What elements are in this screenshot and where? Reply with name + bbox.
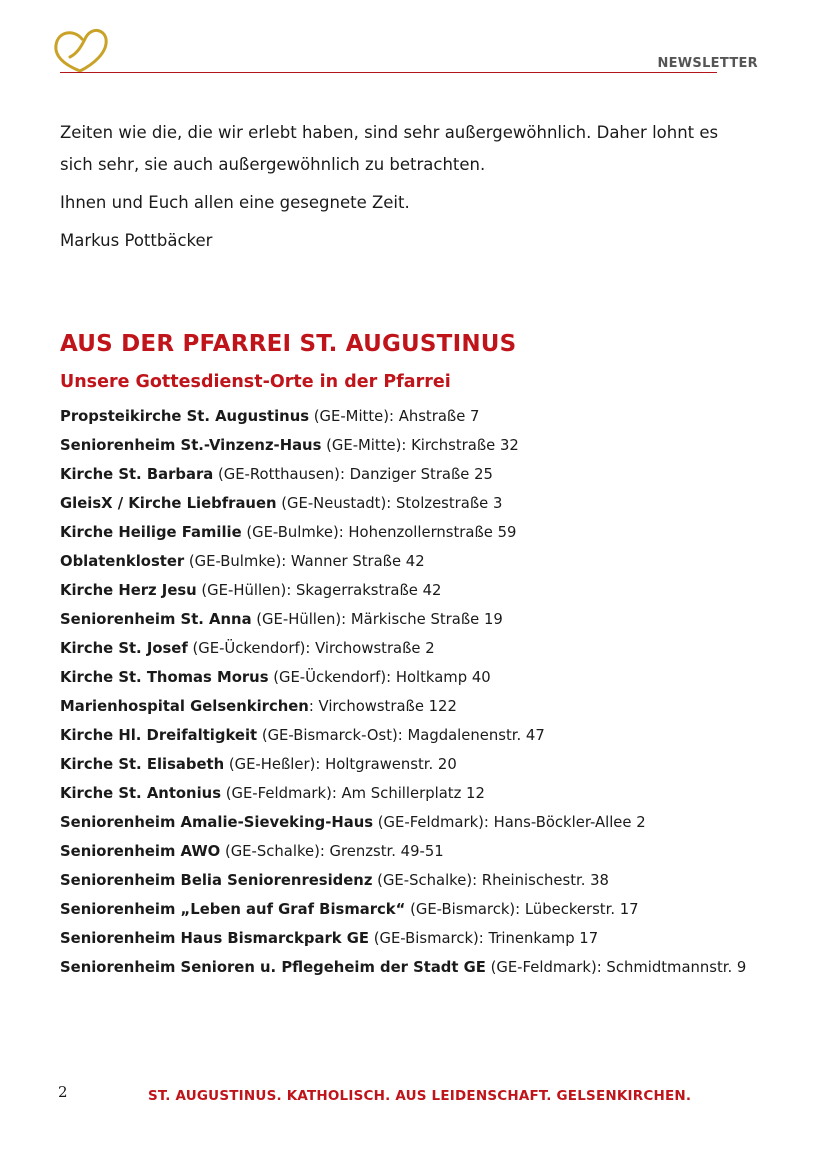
list-item <box>60 839 780 868</box>
place-name: Propsteikirche St. Augustinus <box>60 408 310 425</box>
place-name: GleisX / Kirche Liebfrauen <box>60 495 277 512</box>
place-name: Seniorenheim Haus Bismarckpark GE <box>60 930 369 947</box>
place-detail: : Virchowstraße 122 <box>308 698 457 715</box>
list-item <box>60 404 780 433</box>
intro-paragraph: Zeiten wie die, die wir erlebt haben, sind sehr außergewöhnlich. Daher lohnt es sich sehr, sie auch außergewöhnlich zu betrachten. <box>60 123 719 174</box>
place-detail: (GE-Ückendorf): Virchowstraße 2 <box>187 640 435 657</box>
list-item <box>60 433 780 462</box>
place-name: Kirche St. Thomas Morus <box>60 669 269 686</box>
list-item <box>60 665 780 694</box>
place-detail: (GE-Ückendorf): Holtkamp 40 <box>268 669 491 686</box>
place-name: Kirche St. Antonius <box>60 785 222 802</box>
place-detail: (GE-Feldmark): Schmidtmannstr. 9 <box>485 959 747 976</box>
signature: Markus Pottbäcker <box>60 231 213 250</box>
section-heading: AUS DER PFARREI ST. AUGUSTINUS <box>60 331 517 357</box>
list-item <box>60 520 780 549</box>
page-number: 2 <box>58 1083 68 1101</box>
place-name: Kirche St. Barbara <box>60 466 214 483</box>
place-name: Kirche Hl. Dreifaltigkeit <box>60 727 258 744</box>
list-item <box>60 752 780 781</box>
list-item <box>60 781 780 810</box>
place-detail: (GE-Rotthausen): Danziger Straße 25 <box>213 466 493 483</box>
list-item <box>60 462 780 491</box>
section-subheading: Unsere Gottesdienst-Orte in der Pfarrei <box>60 372 451 392</box>
place-name: Seniorenheim Amalie-Sieveking-Haus <box>60 814 374 831</box>
footer-slogan: ST. AUGUSTINUS. KATHOLISCH. AUS LEIDENSCHAFT. GELSENKIRCHEN. <box>148 1088 692 1104</box>
list-item <box>60 491 780 520</box>
list-item <box>60 636 780 665</box>
place-detail: (GE-Neustadt): Stolzestraße 3 <box>276 495 503 512</box>
place-detail: (GE-Bulmke): Wanner Straße 42 <box>184 553 425 570</box>
place-detail: (GE-Heßler): Holtgrawenstr. 20 <box>224 756 457 773</box>
place-name: Seniorenheim Belia Seniorenresidenz <box>60 872 373 889</box>
place-detail: (GE-Hüllen): Märkische Straße 19 <box>251 611 503 628</box>
place-name: Seniorenheim „Leben auf Graf Bismarck“ <box>60 901 406 918</box>
place-detail: (GE-Bismarck-Ost): Magdalenenstr. 47 <box>257 727 545 744</box>
place-detail: (GE-Feldmark): Am Schillerplatz 12 <box>221 785 485 802</box>
list-item <box>60 897 780 926</box>
list-item <box>60 694 780 723</box>
place-name: Seniorenheim AWO <box>60 843 221 860</box>
place-detail: (GE-Bulmke): Hohenzollernstraße 59 <box>241 524 517 541</box>
list-item <box>60 607 780 636</box>
blessing-line: Ihnen und Euch allen eine gesegnete Zeit. <box>60 193 410 212</box>
place-name: Kirche St. Josef <box>60 640 188 657</box>
place-detail: (GE-Mitte): Kirchstraße 32 <box>321 437 519 454</box>
place-name: Seniorenheim St.-Vinzenz-Haus <box>60 437 322 454</box>
place-name: Marienhospital Gelsenkirchen <box>60 698 309 715</box>
header-rule <box>60 72 717 73</box>
place-name: Kirche St. Elisabeth <box>60 756 225 773</box>
place-name: Seniorenheim St. Anna <box>60 611 252 628</box>
place-detail: (GE-Schalke): Grenzstr. 49-51 <box>220 843 444 860</box>
list-item <box>60 955 780 984</box>
header-newsletter-label: NEWSLETTER <box>657 56 758 71</box>
heart-logo-icon <box>52 27 110 73</box>
list-item <box>60 578 780 607</box>
place-detail: (GE-Feldmark): Hans-Böckler-Allee 2 <box>373 814 646 831</box>
list-item <box>60 810 780 839</box>
list-item <box>60 723 780 752</box>
place-detail: (GE-Schalke): Rheinischestr. 38 <box>372 872 609 889</box>
list-item <box>60 868 780 897</box>
place-detail: (GE-Bismarck): Lübeckerstr. 17 <box>405 901 639 918</box>
place-detail: (GE-Hüllen): Skagerrakstraße 42 <box>196 582 442 599</box>
place-name: Seniorenheim Senioren u. Pflegeheim der Stadt GE <box>60 959 486 976</box>
intro-text <box>60 117 750 257</box>
place-name: Oblatenkloster <box>60 553 185 570</box>
place-detail: (GE-Bismarck): Trinenkamp 17 <box>369 930 599 947</box>
list-item <box>60 549 780 578</box>
place-name: Kirche Herz Jesu <box>60 582 197 599</box>
worship-places-list <box>60 404 780 984</box>
list-item <box>60 926 780 955</box>
place-name: Kirche Heilige Familie <box>60 524 242 541</box>
place-detail: (GE-Mitte): Ahstraße 7 <box>309 408 480 425</box>
